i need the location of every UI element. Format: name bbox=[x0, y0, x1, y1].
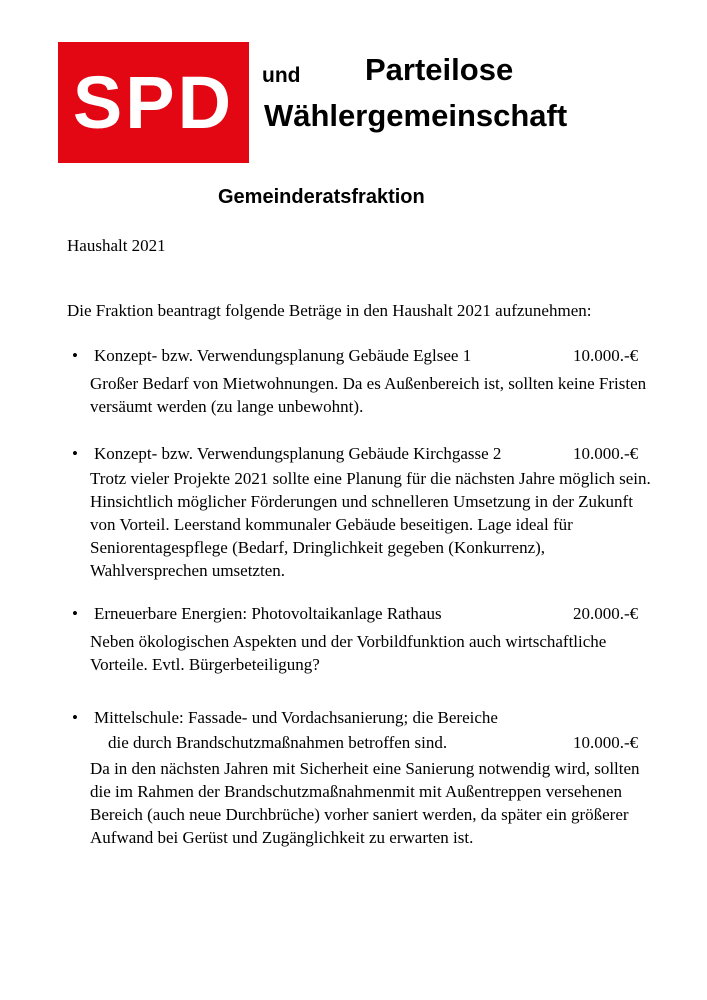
header-parteilose: Parteilose bbox=[365, 52, 514, 87]
header-waehlergemeinschaft: Wählergemeinschaft bbox=[264, 98, 568, 133]
item-description: Trotz vieler Projekte 2021 sollte eine Planung für die nächsten Jahre möglich sein. Hinsichtlich möglicher Förderungen und schnelleren Umsetzung in der Zukunft von Vorteil. Leerstand kommunaler Gebäude beseitigen. Lage ideal für Seniorentagespflege (Bedarf, Dringlichkeit gegeben (Konkurrenz), Wahlversprechen umsetzten. bbox=[90, 469, 651, 580]
item-description: Neben ökologischen Aspekten und der Vorbildfunktion auch wirtschaftliche Vorteile. Evtl. Bürgerbeteiligung? bbox=[90, 632, 607, 674]
spd-logo bbox=[58, 42, 249, 163]
header-und: und bbox=[262, 64, 301, 87]
item-amount: 10.000.-€ bbox=[573, 346, 639, 365]
item-subheading: die durch Brandschutzmaßnahmen betroffen sind. bbox=[108, 733, 448, 752]
item-amount: 10.000.-€ bbox=[573, 733, 639, 752]
item-heading: Konzept- bzw. Verwendungsplanung Gebäude Eglsee 1 bbox=[94, 346, 472, 365]
item-heading: Konzept- bzw. Verwendungsplanung Gebäude Kirchgasse 2 bbox=[94, 444, 502, 463]
item-description: Großer Bedarf von Mietwohnungen. Da es Außenbereich ist, sollten keine Fristen versäumt werden (zu lange unbewohnt). bbox=[90, 374, 647, 416]
bullet-icon: • bbox=[72, 346, 78, 365]
document-intro: Die Fraktion beantragt folgende Beträge in den Haushalt 2021 aufzunehmen: bbox=[67, 301, 592, 320]
bullet-icon: • bbox=[72, 604, 78, 623]
header-subtitle: Gemeinderatsfraktion bbox=[218, 186, 425, 208]
bullet-icon: • bbox=[72, 708, 78, 727]
spd-logo-text: SPD bbox=[72, 61, 235, 144]
item-heading: Mittelschule: Fassade- und Vordachsanierung; die Bereiche bbox=[94, 708, 498, 727]
item-amount: 10.000.-€ bbox=[573, 444, 639, 463]
bullet-icon: • bbox=[72, 444, 78, 463]
document-title: Haushalt 2021 bbox=[67, 236, 166, 255]
item-amount: 20.000.-€ bbox=[573, 604, 639, 623]
item-description: Da in den nächsten Jahren mit Sicherheit eine Sanierung notwendig wird, sollten die im Rahmen der Brandschutzmaßnahmenmit mit Außentreppen versehenen Bereich (auch neue Durchbrüche) vorher saniert werden, da später ein größerer Aufwand bei Gerüst und Zugänglichkeit zu erwarten ist. bbox=[90, 759, 640, 847]
item-heading: Erneuerbare Energien: Photovoltaikanlage Rathaus bbox=[94, 604, 442, 623]
